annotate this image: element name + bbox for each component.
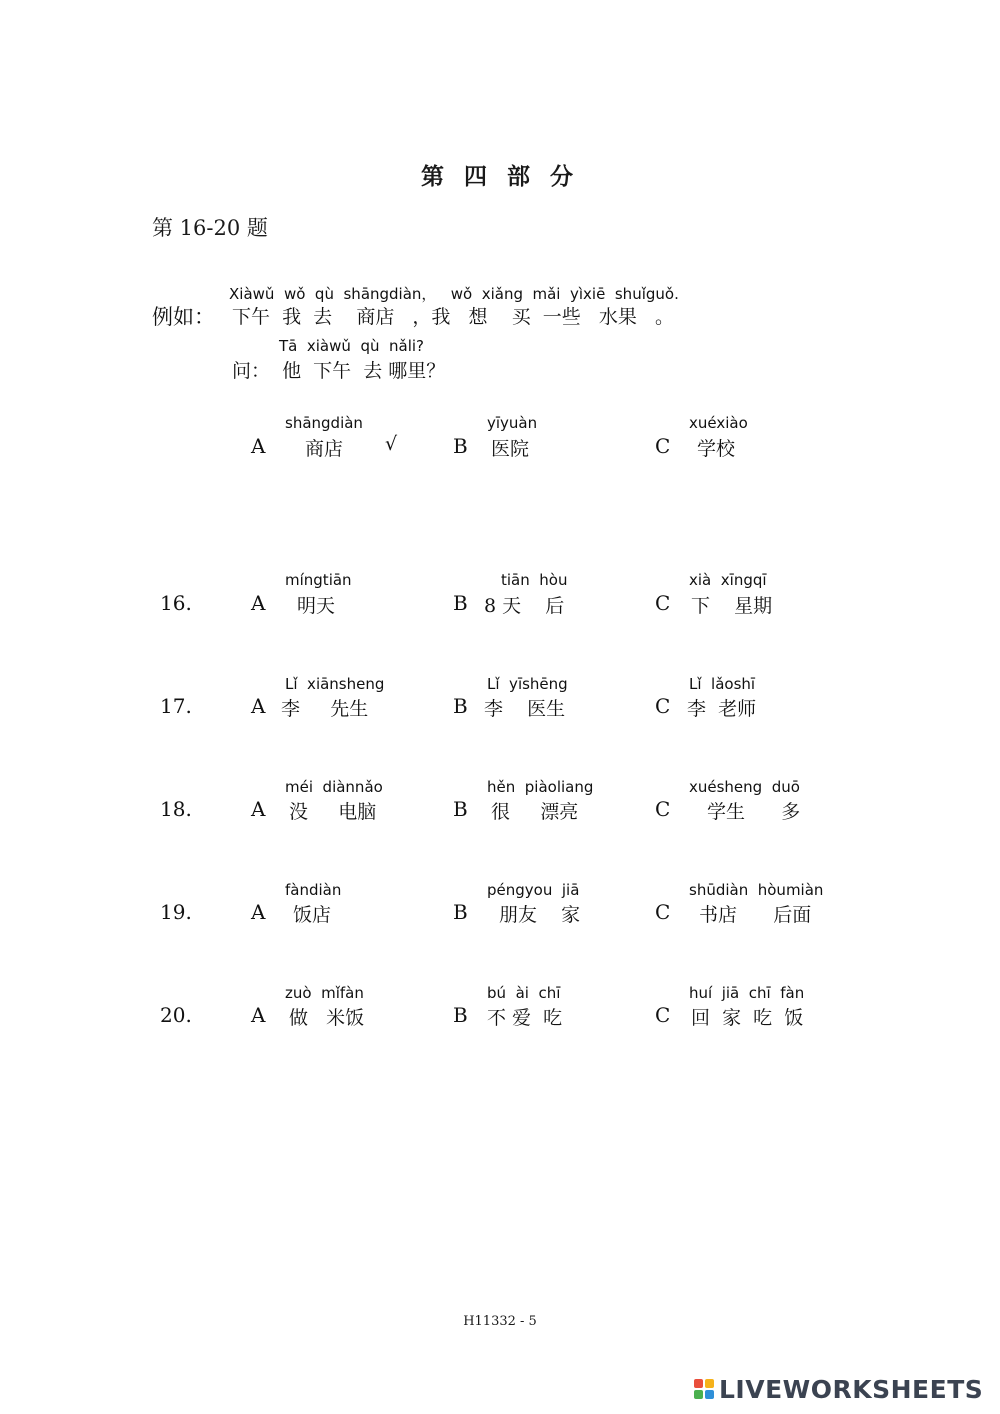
- option-pinyin-b: bú ài chī: [487, 984, 561, 1002]
- liveworksheets-logo-icon: [694, 1377, 716, 1401]
- option-hanzi-b[interactable]: 朋友 家: [499, 904, 581, 926]
- option-hanzi-a[interactable]: 没 电脑: [289, 801, 377, 823]
- option-hanzi-b[interactable]: 李 医生: [484, 698, 566, 720]
- option-pinyin-a: Lǐ xiānsheng: [285, 675, 385, 693]
- option-pinyin-a: zuò mǐfàn: [285, 984, 364, 1002]
- option-letter-b[interactable]: B: [453, 797, 468, 821]
- option-letter-c[interactable]: C: [655, 797, 671, 821]
- example-option-pinyin-b: yīyuàn: [487, 414, 538, 432]
- option-pinyin-c: xuésheng duō: [689, 778, 800, 796]
- page-footer: H11332 - 5: [463, 1314, 537, 1329]
- page-title: 第 四 部 分: [420, 163, 580, 190]
- question-number: 16.: [160, 591, 192, 615]
- option-letter-c[interactable]: C: [655, 1003, 671, 1027]
- liveworksheets-logo-text: LIVEWORKSHEETS: [719, 1374, 984, 1404]
- liveworksheets-logo[interactable]: [694, 1374, 983, 1404]
- example-option-hanzi-c: 学校: [697, 438, 736, 460]
- option-hanzi-a[interactable]: 饭店: [293, 904, 332, 926]
- section-instruction: 第 16-20 题: [152, 216, 268, 240]
- option-letter-b[interactable]: B: [453, 1003, 468, 1027]
- option-pinyin-a: míngtiān: [285, 571, 352, 589]
- option-pinyin-b: péngyou jiā: [487, 881, 580, 899]
- option-letter-a[interactable]: A: [251, 694, 266, 718]
- checkmark-icon: √: [385, 433, 398, 455]
- example-option-letter-a: A: [251, 434, 266, 458]
- question-number: 19.: [160, 900, 192, 924]
- example-option-pinyin-c: xuéxiào: [689, 414, 748, 432]
- example-option-hanzi-b: 医院: [491, 438, 530, 460]
- option-hanzi-c[interactable]: 回 家 吃 饭: [691, 1007, 804, 1029]
- option-pinyin-b: Lǐ yīshēng: [487, 675, 568, 693]
- option-hanzi-c[interactable]: 书店 后面: [699, 904, 812, 926]
- example-sentence: 下午 我 去 商店 ，我 想 买 一些 水果 。: [232, 306, 675, 328]
- option-hanzi-a[interactable]: 明天: [297, 595, 336, 617]
- option-hanzi-a[interactable]: 做 米饭: [289, 1007, 365, 1029]
- option-pinyin-a: fàndiàn: [285, 881, 342, 899]
- option-letter-a[interactable]: A: [251, 797, 266, 821]
- example-option-letter-c: C: [655, 434, 671, 458]
- example-option-hanzi-a: 商店: [305, 438, 344, 460]
- example-pinyin-line-1: Xiàwǔ wǒ qù shāngdiàn， wǒ xiǎng mǎi yìxiē shuǐguǒ.: [229, 285, 679, 303]
- option-hanzi-c[interactable]: 李 老师: [687, 698, 757, 720]
- option-hanzi-c[interactable]: 学生 多: [707, 801, 801, 823]
- option-letter-b[interactable]: B: [453, 900, 468, 924]
- option-letter-b[interactable]: B: [453, 694, 468, 718]
- example-pinyin-line-2: Tā xiàwǔ qù nǎli?: [279, 337, 424, 355]
- option-letter-a[interactable]: A: [251, 1003, 266, 1027]
- option-letter-c[interactable]: C: [655, 900, 671, 924]
- option-pinyin-b: tiān hòu: [501, 571, 568, 589]
- option-pinyin-c: xià xīngqī: [689, 571, 767, 589]
- option-hanzi-a[interactable]: 李 先生: [281, 698, 369, 720]
- option-hanzi-b[interactable]: 8 天 后: [484, 595, 565, 617]
- option-pinyin-c: Lǐ lǎoshī: [689, 675, 756, 693]
- example-label: 例如：: [152, 305, 215, 329]
- option-letter-c[interactable]: C: [655, 591, 671, 615]
- question-number: 20.: [160, 1003, 192, 1027]
- option-pinyin-c: huí jiā chī fàn: [689, 984, 805, 1002]
- option-pinyin-c: shūdiàn hòumiàn: [689, 881, 824, 899]
- option-hanzi-c[interactable]: 下 星期: [691, 595, 773, 617]
- example-option-letter-b: B: [453, 434, 468, 458]
- example-question: 问： 他 下午 去 哪里？: [232, 360, 446, 382]
- option-letter-b[interactable]: B: [453, 591, 468, 615]
- question-number: 18.: [160, 797, 192, 821]
- question-number: 17.: [160, 694, 192, 718]
- option-letter-a[interactable]: A: [251, 900, 266, 924]
- option-letter-a[interactable]: A: [251, 591, 266, 615]
- option-letter-c[interactable]: C: [655, 694, 671, 718]
- option-pinyin-b: hěn piàoliang: [487, 778, 594, 796]
- option-hanzi-b[interactable]: 很 漂亮: [491, 801, 579, 823]
- option-pinyin-a: méi diànnǎo: [285, 778, 383, 796]
- example-option-pinyin-a: shāngdiàn: [285, 414, 363, 432]
- option-hanzi-b[interactable]: 不 爱 吃: [487, 1007, 563, 1029]
